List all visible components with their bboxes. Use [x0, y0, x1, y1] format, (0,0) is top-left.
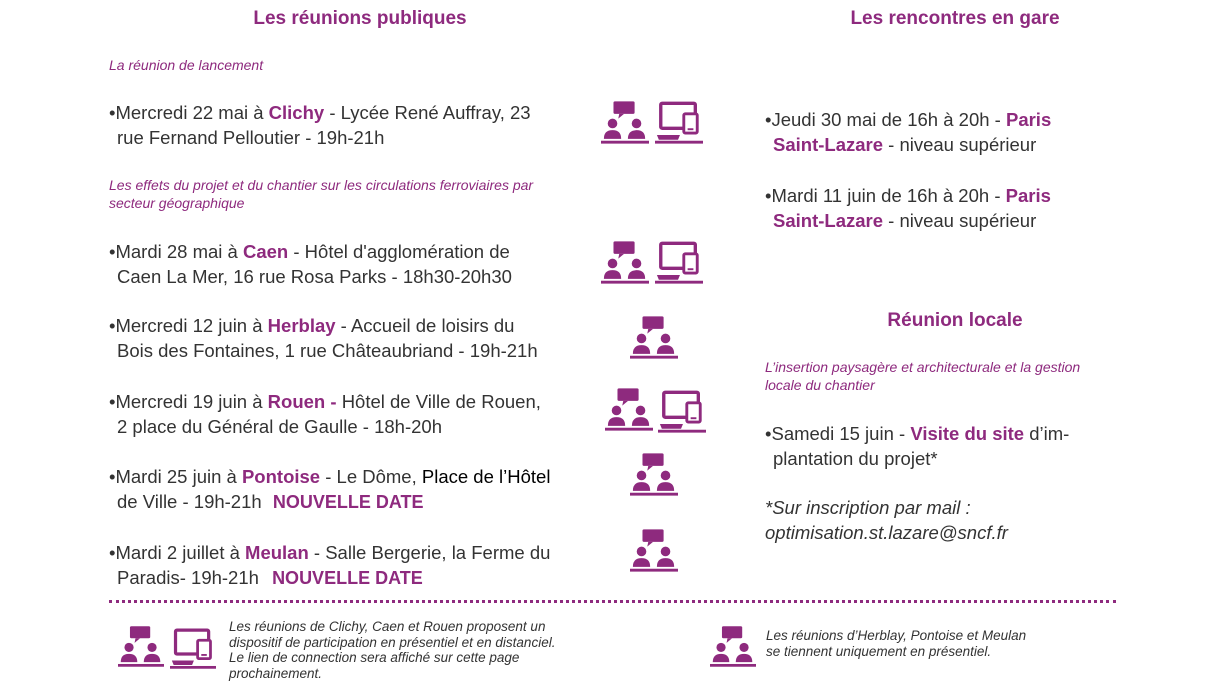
- place-saint-lazare: Saint-Lazare: [773, 210, 884, 231]
- local-entry: •Samedi 15 juin - Visite du site d’im- plantation du projet*: [765, 423, 1070, 469]
- meeting-entry-meulan: •Mardi 2 juillet à Meulan - Salle Bergerie, la Ferme du Paradis- 19h-21h NOUVELLE DATE: [109, 542, 551, 588]
- place-meulan: Meulan: [245, 542, 309, 563]
- meeting-entry-clichy: •Mercredi 22 mai à Clichy - Lycée René Auffray, 23 rue Fernand Pelloutier - 19h-21h: [109, 102, 531, 148]
- meeting-icon: [710, 625, 756, 668]
- place-pontoise: Pontoise: [241, 466, 321, 487]
- local-title: Réunion locale: [887, 310, 1023, 331]
- meeting-entry-pontoise: •Mardi 25 juin à Pontoise - Le Dôme, Place de l’Hôtel de Ville - 19h-21h NOUVELLE DATE: [109, 466, 551, 512]
- place-saint-lazare: Saint-Lazare: [773, 134, 884, 155]
- meeting-icon: [118, 625, 164, 668]
- new-date-badge: NOUVELLE DATE: [272, 568, 423, 588]
- meeting-icon: [601, 100, 649, 145]
- contact-email: optimisation.st.lazare@sncf.fr: [765, 522, 1008, 543]
- right-title: Les rencontres en gare: [850, 8, 1060, 29]
- station-entry-1: •Jeudi 30 mai de 16h à 20h - Paris Saint-Lazare - niveau supérieur: [765, 109, 1052, 155]
- left-title: Les réunions publiques: [253, 8, 467, 29]
- place-visite: Visite du site: [910, 423, 1025, 444]
- place-clichy: Clichy: [268, 102, 325, 123]
- meeting-icon: [630, 315, 678, 360]
- place-herblay: Herblay: [267, 315, 336, 336]
- meeting-icon: [630, 452, 678, 497]
- section-subtitle-effects: Les effets du projet et du chantier sur les circulations ferroviaires par secteur géographique: [109, 177, 534, 211]
- meeting-icon: [605, 387, 653, 432]
- footer-note-hybrid: Les réunions de Clichy, Caen et Rouen proposent un dispositif de participation en présentiel et en distanciel. Le lien de connection sera affiché sur cette page prochainement.: [229, 619, 556, 681]
- registration-note: *Sur inscription par mail : optimisation.st.lazare@sncf.fr: [765, 497, 1008, 543]
- local-subtitle: L’insertion paysagère et architecturale et la gestion locale du chantier: [765, 359, 1081, 393]
- meeting-entry-rouen: •Mercredi 19 juin à Rouen - Hôtel de Ville de Rouen, 2 place du Général de Gaulle - 18h-20h: [109, 391, 541, 437]
- computer-icon: [655, 240, 703, 285]
- computer-icon: [655, 100, 703, 145]
- meeting-entry-caen: •Mardi 28 mai à Caen - Hôtel d'agglomération de Caen La Mer, 16 rue Rosa Parks - 18h30-20h30: [109, 241, 512, 287]
- place-caen: Caen: [242, 241, 289, 262]
- station-entry-2: •Mardi 11 juin de 16h à 20h - Paris Saint-Lazare - niveau supérieur: [765, 185, 1051, 231]
- computer-icon: [170, 627, 216, 670]
- footer-note-inperson: Les réunions d’Herblay, Pontoise et Meulan se tiennent uniquement en présentiel.: [766, 628, 1027, 659]
- place-rouen: Rouen: [267, 391, 326, 412]
- meeting-entry-herblay: •Mercredi 12 juin à Herblay - Accueil de loisirs du Bois des Fontaines, 1 rue Châteaubriand - 19h-21h: [109, 315, 538, 361]
- new-date-badge: NOUVELLE DATE: [272, 492, 424, 512]
- computer-icon: [658, 389, 706, 434]
- section-subtitle-launch: La réunion de lancement: [109, 57, 264, 73]
- meeting-icon: [601, 240, 649, 285]
- dotted-divider: [109, 600, 1116, 603]
- meeting-icon: [630, 528, 678, 573]
